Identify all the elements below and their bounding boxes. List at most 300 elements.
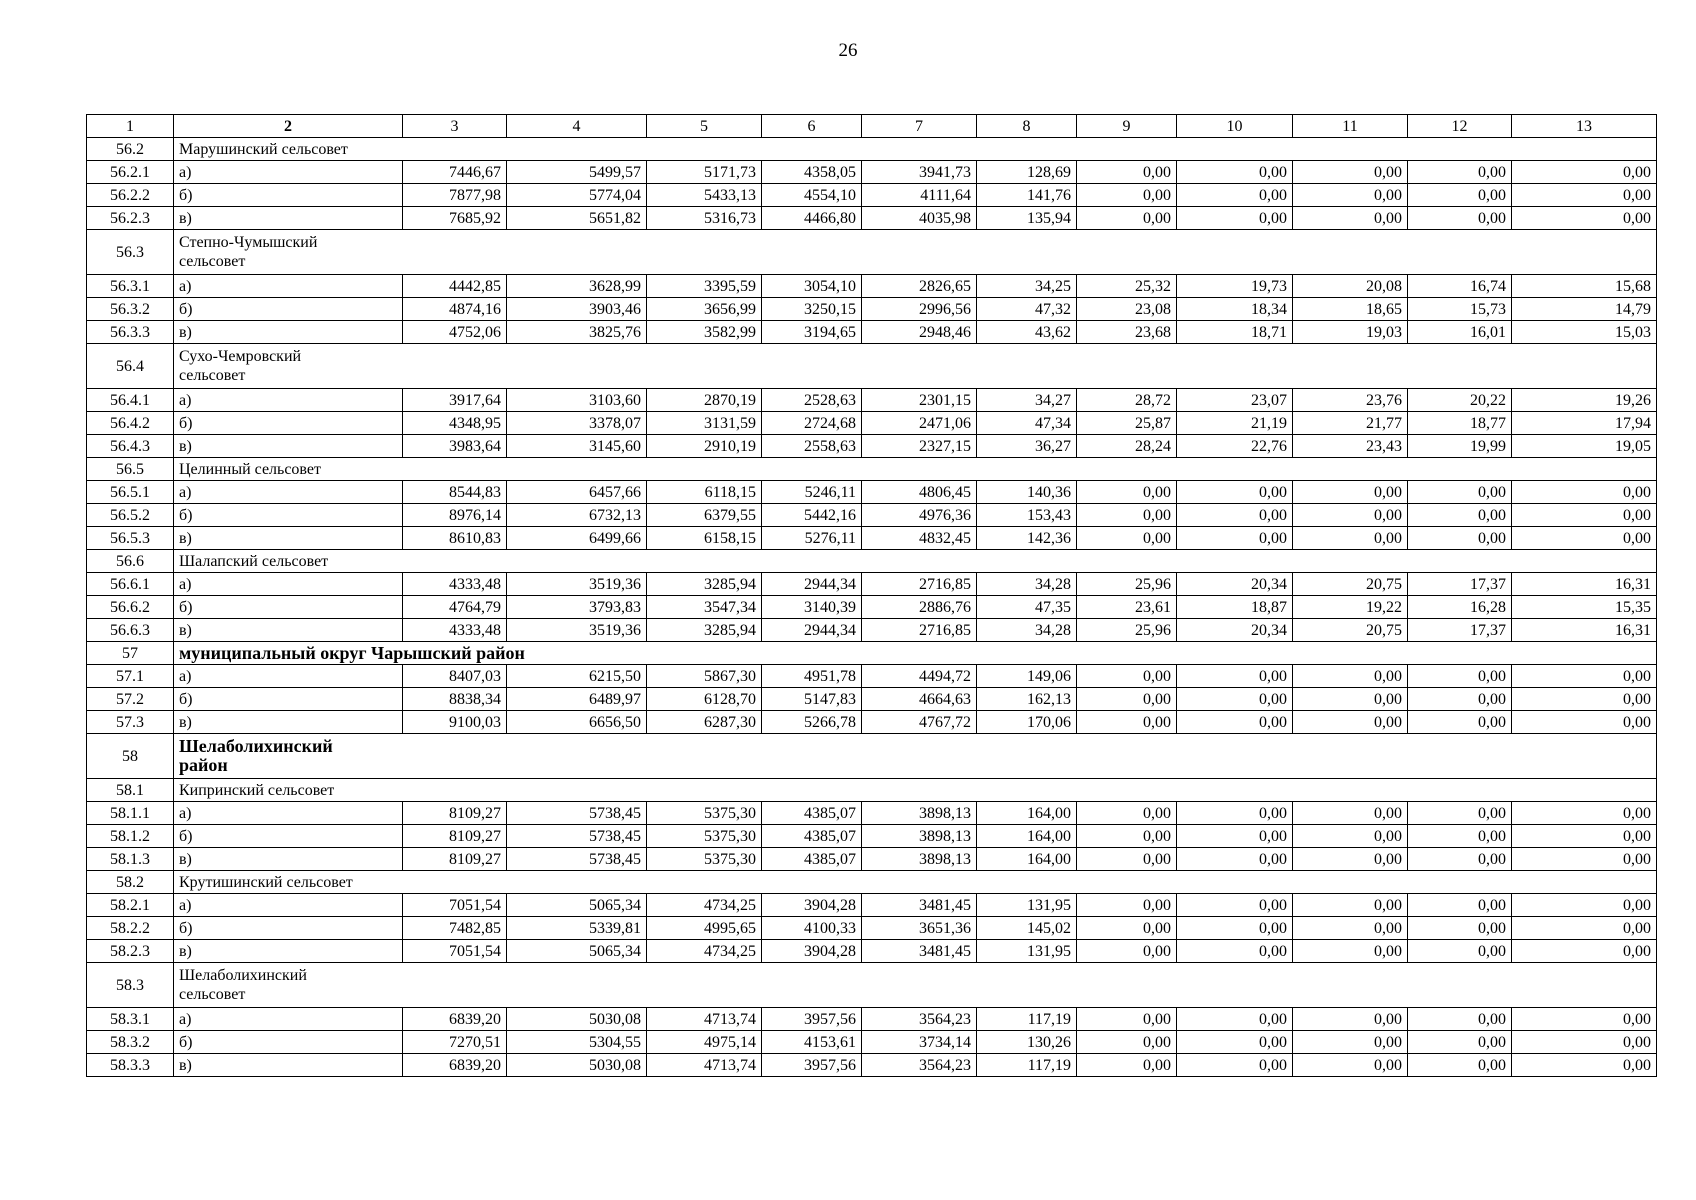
value-cell: 0,00 — [1293, 894, 1408, 917]
value-cell: 6118,15 — [647, 481, 762, 504]
value-cell: 8109,27 — [403, 825, 507, 848]
value-cell: 7051,54 — [403, 894, 507, 917]
value-cell: 47,32 — [977, 298, 1077, 321]
value-cell: 0,00 — [1293, 504, 1408, 527]
value-cell: 16,31 — [1512, 573, 1657, 596]
value-cell: 5065,34 — [507, 894, 647, 917]
value-cell: 0,00 — [1293, 481, 1408, 504]
value-cell: 4358,05 — [762, 161, 862, 184]
row-code: 56.5.1 — [87, 481, 174, 504]
value-cell: 0,00 — [1512, 825, 1657, 848]
section-title-text: Сухо-Чемровский сельсовет — [179, 348, 302, 384]
value-cell: 0,00 — [1293, 688, 1408, 711]
value-cell: 6457,66 — [507, 481, 647, 504]
value-cell: 17,37 — [1408, 619, 1512, 642]
section-title — [174, 734, 1657, 779]
value-cell: 3519,36 — [507, 619, 647, 642]
value-cell: 3957,56 — [762, 1008, 862, 1031]
section-title-text: Шелаболихинский район — [179, 736, 333, 775]
table-row — [87, 298, 1657, 321]
value-cell: 23,07 — [1177, 389, 1293, 412]
value-cell: 0,00 — [1408, 665, 1512, 688]
value-cell: 4752,06 — [403, 321, 507, 344]
row-code: 57.1 — [87, 665, 174, 688]
column-header: 6 — [762, 115, 862, 138]
value-cell: 2826,65 — [862, 275, 977, 298]
value-cell: 0,00 — [1077, 207, 1177, 230]
value-cell: 0,00 — [1512, 1054, 1657, 1077]
value-cell: 0,00 — [1408, 184, 1512, 207]
table-row — [87, 848, 1657, 871]
value-cell: 0,00 — [1177, 802, 1293, 825]
value-cell: 0,00 — [1177, 1054, 1293, 1077]
value-cell: 4832,45 — [862, 527, 977, 550]
value-cell: 117,19 — [977, 1008, 1077, 1031]
row-code: 56.5.2 — [87, 504, 174, 527]
value-cell: 17,37 — [1408, 573, 1512, 596]
row-code: 56.3.1 — [87, 275, 174, 298]
value-cell: 9100,03 — [403, 711, 507, 734]
value-cell: 19,99 — [1408, 435, 1512, 458]
value-cell: 34,27 — [977, 389, 1077, 412]
value-cell: 3957,56 — [762, 1054, 862, 1077]
value-cell: 0,00 — [1408, 894, 1512, 917]
value-cell: 7482,85 — [403, 917, 507, 940]
value-cell: 0,00 — [1177, 917, 1293, 940]
table-row — [87, 1008, 1657, 1031]
row-code: 58.2 — [87, 871, 174, 894]
row-label: а) — [174, 802, 403, 825]
value-cell: 18,71 — [1177, 321, 1293, 344]
value-cell: 0,00 — [1512, 665, 1657, 688]
value-cell: 8109,27 — [403, 802, 507, 825]
value-cell: 4951,78 — [762, 665, 862, 688]
value-cell: 0,00 — [1512, 504, 1657, 527]
value-cell: 15,35 — [1512, 596, 1657, 619]
row-label: а) — [174, 275, 403, 298]
row-label: а) — [174, 665, 403, 688]
value-cell: 0,00 — [1408, 711, 1512, 734]
value-cell: 25,96 — [1077, 573, 1177, 596]
value-cell: 6499,66 — [507, 527, 647, 550]
value-cell: 2944,34 — [762, 573, 862, 596]
row-code: 57.2 — [87, 688, 174, 711]
value-cell: 47,35 — [977, 596, 1077, 619]
column-header: 2 — [174, 115, 403, 138]
value-cell: 6287,30 — [647, 711, 762, 734]
value-cell: 8544,83 — [403, 481, 507, 504]
value-cell: 6839,20 — [403, 1008, 507, 1031]
value-cell: 135,94 — [977, 207, 1077, 230]
value-cell: 2996,56 — [862, 298, 977, 321]
value-cell: 5276,11 — [762, 527, 862, 550]
value-cell: 18,34 — [1177, 298, 1293, 321]
value-cell: 4385,07 — [762, 802, 862, 825]
value-cell: 153,43 — [977, 504, 1077, 527]
value-cell: 14,79 — [1512, 298, 1657, 321]
column-header: 7 — [862, 115, 977, 138]
value-cell: 5738,45 — [507, 802, 647, 825]
section-title — [174, 963, 1657, 1008]
row-code: 56.6.3 — [87, 619, 174, 642]
table-row — [87, 184, 1657, 207]
row-code: 56.4.1 — [87, 389, 174, 412]
value-cell: 0,00 — [1077, 940, 1177, 963]
value-cell: 0,00 — [1077, 848, 1177, 871]
value-cell: 4333,48 — [403, 619, 507, 642]
section-title: Крутишинский сельсовет — [174, 871, 1657, 894]
row-label: в) — [174, 848, 403, 871]
value-cell: 0,00 — [1077, 917, 1177, 940]
row-label: б) — [174, 504, 403, 527]
value-cell: 4153,61 — [762, 1031, 862, 1054]
value-cell: 5316,73 — [647, 207, 762, 230]
value-cell: 0,00 — [1177, 527, 1293, 550]
value-cell: 3564,23 — [862, 1008, 977, 1031]
value-cell: 21,19 — [1177, 412, 1293, 435]
value-cell: 8407,03 — [403, 665, 507, 688]
row-code: 56.6 — [87, 550, 174, 573]
value-cell: 0,00 — [1408, 207, 1512, 230]
value-cell: 0,00 — [1077, 711, 1177, 734]
row-code: 56.3 — [87, 230, 174, 275]
value-cell: 28,72 — [1077, 389, 1177, 412]
value-cell: 5738,45 — [507, 848, 647, 871]
value-cell: 7270,51 — [403, 1031, 507, 1054]
value-cell: 15,68 — [1512, 275, 1657, 298]
row-label: а) — [174, 894, 403, 917]
value-cell: 2716,85 — [862, 573, 977, 596]
table-row — [87, 207, 1657, 230]
value-cell: 6732,13 — [507, 504, 647, 527]
value-cell: 0,00 — [1512, 184, 1657, 207]
value-cell: 47,34 — [977, 412, 1077, 435]
row-code: 57.3 — [87, 711, 174, 734]
value-cell: 2724,68 — [762, 412, 862, 435]
value-cell: 4466,80 — [762, 207, 862, 230]
section-title: Целинный сельсовет — [174, 458, 1657, 481]
value-cell: 5147,83 — [762, 688, 862, 711]
value-cell: 16,01 — [1408, 321, 1512, 344]
value-cell: 0,00 — [1177, 184, 1293, 207]
value-cell: 5339,81 — [507, 917, 647, 940]
section-row — [87, 344, 1657, 389]
row-code: 58.2.1 — [87, 894, 174, 917]
value-cell: 0,00 — [1512, 1008, 1657, 1031]
value-cell: 4995,65 — [647, 917, 762, 940]
table-row — [87, 711, 1657, 734]
row-label: б) — [174, 412, 403, 435]
row-code: 56.2 — [87, 138, 174, 161]
column-header: 11 — [1293, 115, 1408, 138]
table-row — [87, 321, 1657, 344]
value-cell: 6489,97 — [507, 688, 647, 711]
value-cell: 2558,63 — [762, 435, 862, 458]
table-row — [87, 940, 1657, 963]
value-cell: 0,00 — [1293, 184, 1408, 207]
value-cell: 142,36 — [977, 527, 1077, 550]
row-label: в) — [174, 207, 403, 230]
value-cell: 5375,30 — [647, 802, 762, 825]
value-cell: 0,00 — [1293, 1054, 1408, 1077]
value-cell: 2716,85 — [862, 619, 977, 642]
section-title: муниципальный округ Чарышский район — [174, 642, 1657, 665]
value-cell: 7685,92 — [403, 207, 507, 230]
value-cell: 5738,45 — [507, 825, 647, 848]
value-cell: 3734,14 — [862, 1031, 977, 1054]
value-cell: 0,00 — [1077, 161, 1177, 184]
value-cell: 18,65 — [1293, 298, 1408, 321]
value-cell: 3481,45 — [862, 940, 977, 963]
row-code: 58.3 — [87, 963, 174, 1008]
value-cell: 0,00 — [1077, 184, 1177, 207]
row-label: б) — [174, 184, 403, 207]
section-row — [87, 779, 1657, 802]
value-cell: 0,00 — [1077, 1008, 1177, 1031]
column-header: 3 — [403, 115, 507, 138]
value-cell: 0,00 — [1293, 825, 1408, 848]
value-cell: 0,00 — [1408, 1008, 1512, 1031]
value-cell: 23,08 — [1077, 298, 1177, 321]
value-cell: 5375,30 — [647, 848, 762, 871]
value-cell: 0,00 — [1408, 848, 1512, 871]
row-label: а) — [174, 161, 403, 184]
value-cell: 0,00 — [1077, 825, 1177, 848]
value-cell: 128,69 — [977, 161, 1077, 184]
value-cell: 2944,34 — [762, 619, 862, 642]
row-code: 58.2.2 — [87, 917, 174, 940]
value-cell: 0,00 — [1077, 481, 1177, 504]
value-cell: 0,00 — [1077, 894, 1177, 917]
value-cell: 0,00 — [1293, 665, 1408, 688]
table-row — [87, 504, 1657, 527]
value-cell: 3519,36 — [507, 573, 647, 596]
row-code: 56.3.2 — [87, 298, 174, 321]
value-cell: 28,24 — [1077, 435, 1177, 458]
value-cell: 5375,30 — [647, 825, 762, 848]
value-cell: 36,27 — [977, 435, 1077, 458]
value-cell: 5065,34 — [507, 940, 647, 963]
value-cell: 4385,07 — [762, 848, 862, 871]
value-cell: 5030,08 — [507, 1054, 647, 1077]
row-label: а) — [174, 573, 403, 596]
column-header: 12 — [1408, 115, 1512, 138]
value-cell: 20,75 — [1293, 573, 1408, 596]
value-cell: 16,31 — [1512, 619, 1657, 642]
table-row — [87, 596, 1657, 619]
value-cell: 18,87 — [1177, 596, 1293, 619]
section-title-text: Степно-Чумышский сельсовет — [179, 234, 318, 270]
value-cell: 3825,76 — [507, 321, 647, 344]
section-row — [87, 642, 1657, 665]
value-cell: 4975,14 — [647, 1031, 762, 1054]
value-cell: 0,00 — [1177, 481, 1293, 504]
table-row — [87, 802, 1657, 825]
section-row — [87, 458, 1657, 481]
row-code: 58.1.3 — [87, 848, 174, 871]
value-cell: 3628,99 — [507, 275, 647, 298]
value-cell: 0,00 — [1408, 1031, 1512, 1054]
value-cell: 2301,15 — [862, 389, 977, 412]
value-cell: 3564,23 — [862, 1054, 977, 1077]
section-title — [174, 344, 1657, 389]
value-cell: 3395,59 — [647, 275, 762, 298]
column-header: 4 — [507, 115, 647, 138]
table-row — [87, 619, 1657, 642]
value-cell: 19,73 — [1177, 275, 1293, 298]
value-cell: 0,00 — [1408, 688, 1512, 711]
value-cell: 20,34 — [1177, 619, 1293, 642]
value-cell: 164,00 — [977, 825, 1077, 848]
value-cell: 3250,15 — [762, 298, 862, 321]
row-code: 56.2.3 — [87, 207, 174, 230]
value-cell: 0,00 — [1408, 504, 1512, 527]
value-cell: 2910,19 — [647, 435, 762, 458]
value-cell: 7877,98 — [403, 184, 507, 207]
section-title: Кипринский сельсовет — [174, 779, 1657, 802]
row-label: а) — [174, 481, 403, 504]
table-row — [87, 1031, 1657, 1054]
section-row — [87, 230, 1657, 275]
value-cell: 0,00 — [1077, 527, 1177, 550]
value-cell: 19,22 — [1293, 596, 1408, 619]
value-cell: 0,00 — [1293, 527, 1408, 550]
value-cell: 0,00 — [1512, 1031, 1657, 1054]
table-row — [87, 161, 1657, 184]
value-cell: 34,25 — [977, 275, 1077, 298]
column-header: 9 — [1077, 115, 1177, 138]
page-number: 26 — [838, 40, 858, 61]
value-cell: 0,00 — [1512, 894, 1657, 917]
value-cell: 3145,60 — [507, 435, 647, 458]
value-cell: 5442,16 — [762, 504, 862, 527]
value-cell: 0,00 — [1077, 802, 1177, 825]
value-cell: 7446,67 — [403, 161, 507, 184]
value-cell: 4664,63 — [862, 688, 977, 711]
value-cell: 140,36 — [977, 481, 1077, 504]
table-row — [87, 481, 1657, 504]
row-label: б) — [174, 688, 403, 711]
value-cell: 8610,83 — [403, 527, 507, 550]
value-cell: 4767,72 — [862, 711, 977, 734]
value-cell: 0,00 — [1177, 848, 1293, 871]
value-cell: 2948,46 — [862, 321, 977, 344]
value-cell: 3140,39 — [762, 596, 862, 619]
row-code: 56.2.2 — [87, 184, 174, 207]
column-header: 10 — [1177, 115, 1293, 138]
value-cell: 162,13 — [977, 688, 1077, 711]
value-cell: 3793,83 — [507, 596, 647, 619]
row-code: 56.6.2 — [87, 596, 174, 619]
row-code: 56.3.3 — [87, 321, 174, 344]
row-label: в) — [174, 1054, 403, 1077]
value-cell: 4976,36 — [862, 504, 977, 527]
value-cell: 3131,59 — [647, 412, 762, 435]
value-cell: 23,61 — [1077, 596, 1177, 619]
value-cell: 0,00 — [1293, 161, 1408, 184]
value-cell: 0,00 — [1177, 1031, 1293, 1054]
section-row — [87, 734, 1657, 779]
value-cell: 6158,15 — [647, 527, 762, 550]
column-header: 8 — [977, 115, 1077, 138]
value-cell: 7051,54 — [403, 940, 507, 963]
value-cell: 3103,60 — [507, 389, 647, 412]
row-code: 56.4.2 — [87, 412, 174, 435]
row-label: б) — [174, 917, 403, 940]
value-cell: 3904,28 — [762, 894, 862, 917]
row-code: 56.4.3 — [87, 435, 174, 458]
value-cell: 0,00 — [1177, 825, 1293, 848]
value-cell: 3917,64 — [403, 389, 507, 412]
value-cell: 22,76 — [1177, 435, 1293, 458]
value-cell: 145,02 — [977, 917, 1077, 940]
row-label: в) — [174, 435, 403, 458]
row-code: 58.3.1 — [87, 1008, 174, 1031]
value-cell: 3898,13 — [862, 825, 977, 848]
column-header: 1 — [87, 115, 174, 138]
value-cell: 0,00 — [1077, 665, 1177, 688]
value-cell: 0,00 — [1293, 848, 1408, 871]
value-cell: 117,19 — [977, 1054, 1077, 1077]
value-cell: 3582,99 — [647, 321, 762, 344]
value-cell: 20,75 — [1293, 619, 1408, 642]
value-cell: 15,03 — [1512, 321, 1657, 344]
value-cell: 25,96 — [1077, 619, 1177, 642]
value-cell: 6656,50 — [507, 711, 647, 734]
value-cell: 19,03 — [1293, 321, 1408, 344]
section-row — [87, 138, 1657, 161]
value-cell: 3656,99 — [647, 298, 762, 321]
value-cell: 3285,94 — [647, 573, 762, 596]
value-cell: 4333,48 — [403, 573, 507, 596]
value-cell: 5774,04 — [507, 184, 647, 207]
row-label: б) — [174, 825, 403, 848]
row-label: а) — [174, 389, 403, 412]
value-cell: 4111,64 — [862, 184, 977, 207]
table-row — [87, 573, 1657, 596]
row-code: 56.5.3 — [87, 527, 174, 550]
value-cell: 3378,07 — [507, 412, 647, 435]
table-row — [87, 527, 1657, 550]
value-cell: 0,00 — [1177, 161, 1293, 184]
value-cell: 2870,19 — [647, 389, 762, 412]
value-cell: 0,00 — [1293, 1008, 1408, 1031]
value-cell: 5266,78 — [762, 711, 862, 734]
row-code: 56.6.1 — [87, 573, 174, 596]
section-title: Шалапский сельсовет — [174, 550, 1657, 573]
value-cell: 0,00 — [1408, 802, 1512, 825]
section-row — [87, 871, 1657, 894]
value-cell: 0,00 — [1408, 527, 1512, 550]
value-cell: 3285,94 — [647, 619, 762, 642]
value-cell: 0,00 — [1177, 504, 1293, 527]
table-row — [87, 665, 1657, 688]
row-label: б) — [174, 1031, 403, 1054]
value-cell: 0,00 — [1512, 527, 1657, 550]
row-label: в) — [174, 527, 403, 550]
table-row — [87, 435, 1657, 458]
value-cell: 4764,79 — [403, 596, 507, 619]
value-cell: 23,68 — [1077, 321, 1177, 344]
value-cell: 130,26 — [977, 1031, 1077, 1054]
value-cell: 8838,34 — [403, 688, 507, 711]
value-cell: 19,26 — [1512, 389, 1657, 412]
value-cell: 5867,30 — [647, 665, 762, 688]
value-cell: 3898,13 — [862, 848, 977, 871]
value-cell: 25,87 — [1077, 412, 1177, 435]
value-cell: 4494,72 — [862, 665, 977, 688]
value-cell: 3194,65 — [762, 321, 862, 344]
